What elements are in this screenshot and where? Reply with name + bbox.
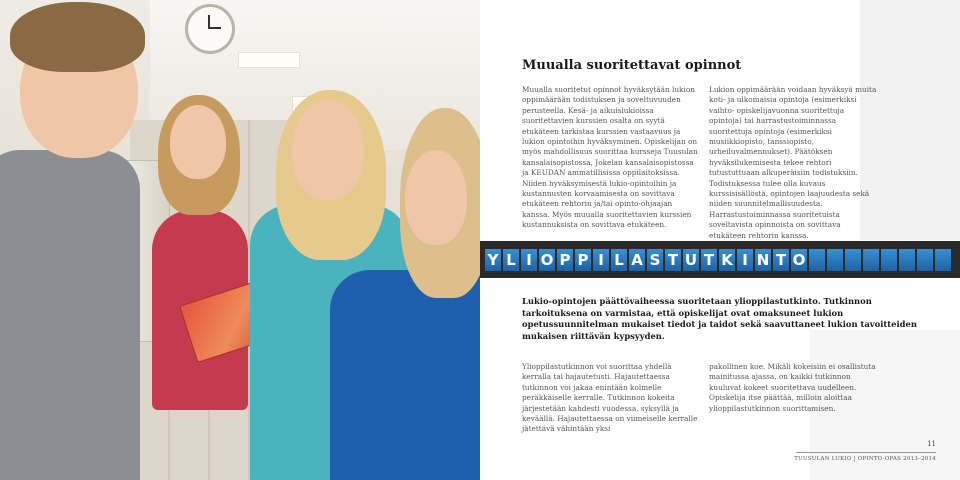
banner-letter-tile: T [701,249,717,271]
banner-blank-tile [809,249,825,271]
intro-column-left: Muualla suoritetut opinnot hyväksytään lukion oppimäärään todistuksen ja soveltuvuuden perusteella. Kesä- ja aikuislukioissa suoritettavien kurssien osalta on syytä etukäteen tarkistaa kurssien vastaavuus ja lukion opintoihin hyväksyminen. Opiskelijan on myös mahdollisuus suorittaa kursseja Tuusulan kansalaisopistossa, Jokelan kansalaisopistossa ja KEUDAN ammatillisissa oppilaitoksissa. Niiden hyväksymisestä lukio-opintoihin ja kustannusten korvaamisesta on sovittava etukäteen rehtorin ja/tai opinto-ohjaajan kanssa. Myös muualla suoritettavien kurssien kustannuksista on sovittava etukäteen. [522,85,698,230]
banner-letter-tiles [485,249,951,271]
banner-letter-tile: A [629,249,645,271]
banner-letter-tile: P [575,249,591,271]
banner-blank-tile [827,249,843,271]
banner-blank-tile [935,249,951,271]
banner-letter-tile: U [684,251,698,269]
banner-letter-tile: O [540,251,554,269]
banner-blank-tile [845,249,861,271]
banner-blank-tile [917,249,933,271]
intro-column-right: Lukion oppimäärään voidaan hyväksyä muita koti- ja ulkomaisia opintoja (esimerkiksi vaihto- opiskelijavuonna suoritettuja opintoja) tai harrastustoiminnassa suoritettuja opintoja (esimerkiksi musiikkiopisto, tanssiopisto, urheiluvalmennukset). Päätöksen hyväksilukemisesta tekee rehtori tutustuttuaan alkuperäisiin todistuksiin. Todistuksessa tulee olla kuvaus kurssisisällöstä, opintojen laajuudesta sekä niiden suunnitelmallisuudesta. Harrastustoiminnassa suoritetuista soveltavista opinnoista on sovittava etukäteen rehtorin kanssa. [709,85,877,240]
lead-paragraph: Lukio-opintojen päättövaiheessa suoritetaan ylioppilastutkinto. Tutkinnon tarkoituksena on varmistaa, että opiskelijat ovat omaksuneet lukion opetussuunnitelman mukaiset tiedot ja taidot sekä saavuttaneet lukion tavoitteiden mukaisen riittävän kypsyyden. [522,296,917,341]
banner-letter-tile: I [521,249,537,271]
footer-divider [796,452,936,453]
banner-blank-tile [863,249,879,271]
clock-icon [185,4,235,54]
ceiling-light [238,52,300,68]
banner-letter-tile: O [792,251,806,269]
ylioppilastutkinto-banner [480,241,960,278]
banner-letter-tile: I [593,249,609,271]
body-column-left: Ylioppilastutkinnon voi suorittaa yhdellä kerralla tai hajautetusti. Hajautettaessa tutkinnon voi jakaa enintään kolmelle peräkkäiselle kerralle. Tutkinnon kokeita järjestetään kahdesti vuodessa, syksyllä ja keväällä. Hajautettaessa on viimeiselle kerralle jätettävä vähintään yksi [522,362,698,434]
banner-letter-tile: P [557,249,573,271]
banner-letter-tile: I [737,249,753,271]
banner-blank-tile [881,249,897,271]
footer-label: TUUSULAN LUKIO | OPINTO-OPAS 2013–2014 [794,456,936,462]
banner-letter-tile: K [719,249,735,271]
banner-letter-tile: L [503,249,519,271]
banner-letter-tile: Y [485,249,501,271]
section-heading: Muualla suoritettavat opinnot [522,58,742,73]
banner-letter-tile: T [665,249,681,271]
text-page [480,0,960,480]
body-column-right: pakollinen koe. Mikäli kokeisiin ei osallistuta mainitussa ajassa, on kaikki tutkinnon kuuluvat kokeet suoritettava uudelleen. Opiskelija itse päättää, milloin aloittaa ylioppilastutkinnon suorittamisen. [709,362,876,413]
banner-letter-tile: T [773,249,789,271]
banner-letter-tile: S [647,249,663,271]
banner-letter-tile: L [611,249,627,271]
page-number: 11 [927,440,936,448]
banner-blank-tile [899,249,915,271]
banner-letter-tile: N [756,251,770,269]
